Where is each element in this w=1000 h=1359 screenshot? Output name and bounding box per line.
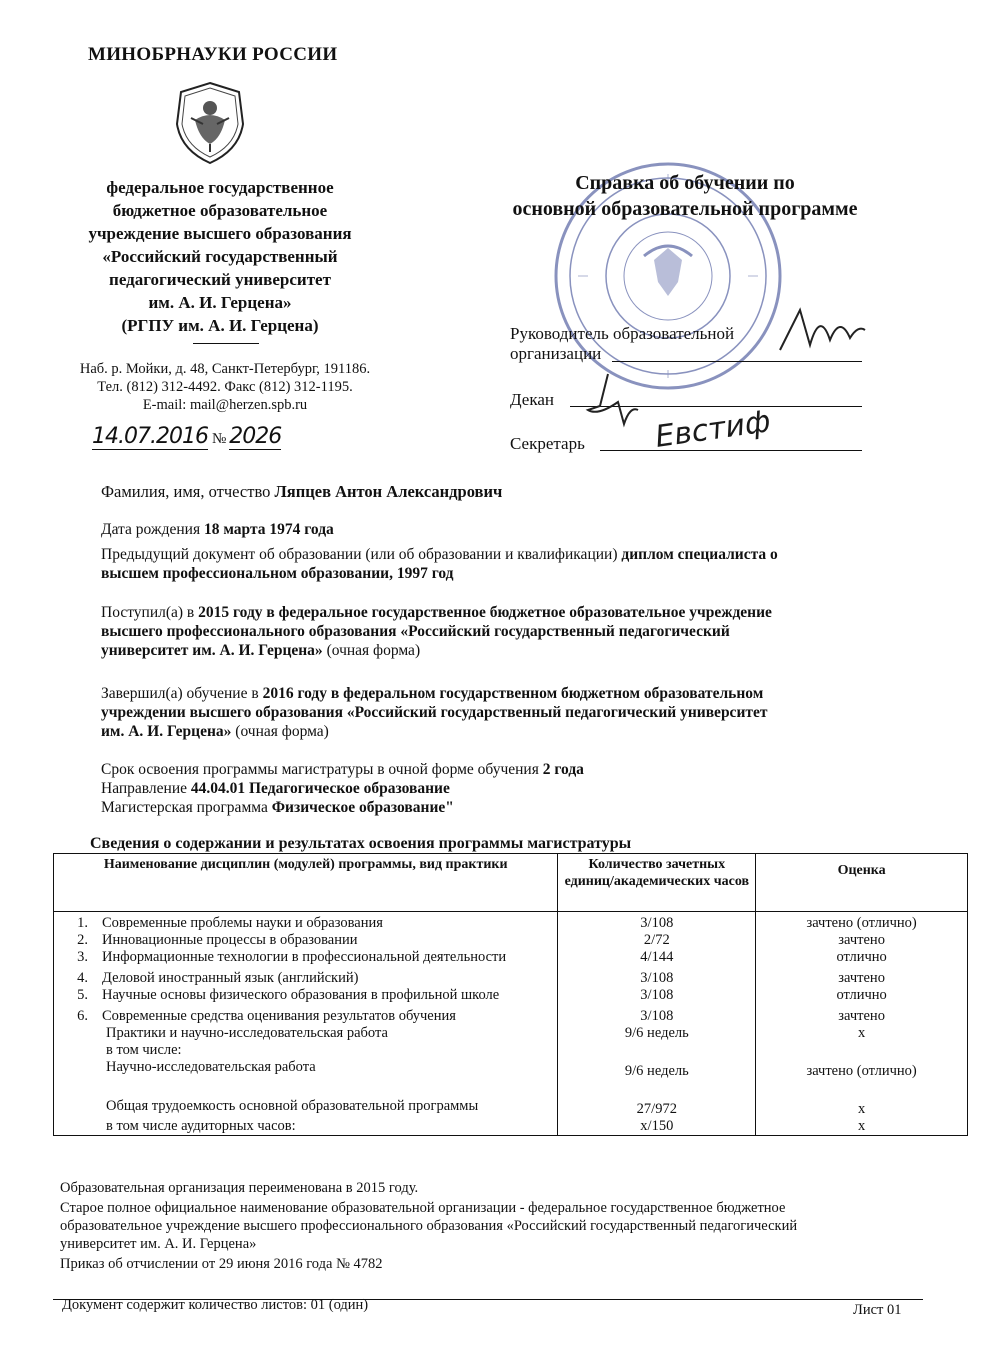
table-row <box>54 1025 968 1059</box>
table-row <box>54 912 968 933</box>
secretary-signature: Евстиф <box>653 404 773 455</box>
org-line: федеральное государственное <box>106 178 334 197</box>
notes <box>60 1179 940 1273</box>
grade-value: х <box>756 1098 968 1118</box>
org-line: им. А. И. Герцена» <box>148 293 292 312</box>
head-label-line: организации <box>510 344 602 363</box>
dean-signature-icon <box>578 366 648 436</box>
grade-value: зачтено <box>756 932 968 949</box>
grade-value: х <box>756 1118 968 1136</box>
completion-text: им. А. И. Герцена» <box>101 723 232 740</box>
research-label: Научно-исследовательская работа <box>106 1059 316 1075</box>
prev-doc-value: диплом специалиста о <box>621 546 778 563</box>
name-label: Фамилия, имя, отчество <box>101 482 271 501</box>
grades-table <box>53 853 968 1136</box>
org-line: педагогический университет <box>109 270 331 289</box>
discipline-name: Современные средства оценивания результатов обучения <box>102 1008 456 1024</box>
master-label: Магистерская программа <box>101 799 268 816</box>
org-line: бюджетное образовательное <box>112 201 328 220</box>
program-info <box>101 760 961 817</box>
row-number: 2. <box>77 932 88 948</box>
completion-label: Завершил(а) обучение в <box>101 685 259 702</box>
student-dob-line <box>101 520 961 539</box>
completion-text: учреждении высшего образования «Российский государственный педагогический университет <box>101 704 768 721</box>
secretary-label: Секретарь <box>510 434 585 453</box>
organization-name <box>40 176 400 337</box>
table-row <box>54 1098 968 1118</box>
admission-label: Поступил(а) в <box>101 604 195 621</box>
discipline-name: Деловой иностранный язык (английский) <box>102 970 359 986</box>
head-signature-icon <box>770 300 870 360</box>
credits-value: 3/108 <box>558 1004 756 1025</box>
address-line: Тел. (812) 312-4492. Факс (812) 312-1195. <box>97 379 353 395</box>
table-row <box>54 966 968 987</box>
ministry-title: МИНОБРНАУКИ РОССИИ <box>88 44 338 65</box>
issue-date-number <box>92 424 281 449</box>
note-line: университет им. А. И. Герцена» <box>60 1236 257 1252</box>
grade-value: зачтено (отлично) <box>756 1059 968 1098</box>
discipline-name: Информационные технологии в профессиональной деятельности <box>102 949 507 965</box>
table-row <box>54 1059 968 1098</box>
table-row <box>54 1004 968 1025</box>
row-number: 3. <box>77 949 88 965</box>
divider <box>193 343 259 344</box>
table-row <box>54 1118 968 1136</box>
direction-label: Направление <box>101 780 187 797</box>
table-row <box>54 949 968 966</box>
credits-value: 4/144 <box>558 949 756 966</box>
admission-form: (очная форма) <box>326 642 421 659</box>
org-line: «Российский государственный <box>102 247 338 266</box>
completion-text: 2016 году в федеральном государственном бюджетном образовательном <box>262 685 764 702</box>
head-label-line: Руководитель образовательной <box>510 324 735 343</box>
organization-address <box>40 360 410 414</box>
head-signature-line <box>612 361 862 362</box>
header-credits: Количество зачетных единиц/академических часов <box>558 854 756 912</box>
student-name: Ляпцев Антон Александрович <box>274 482 503 501</box>
student-name-line <box>101 482 502 501</box>
prev-doc-value-cont: высшем профессиональном образовании, 1997 год <box>101 565 454 582</box>
dean-label: Декан <box>510 390 554 409</box>
row-number: 1. <box>77 915 88 931</box>
document-title <box>470 170 900 222</box>
credits-value: 9/6 недель <box>558 1025 756 1059</box>
discipline-name: Инновационные процессы в образовании <box>102 932 358 948</box>
completion-form: (очная форма) <box>235 723 329 740</box>
grade-value: отлично <box>756 987 968 1004</box>
number-sign: № <box>211 431 226 447</box>
practice-label: Практики и научно-исследовательская работа <box>106 1025 388 1041</box>
dob-value: 18 марта 1974 года <box>203 521 334 538</box>
completion-info <box>101 684 961 741</box>
address-line: Наб. р. Мойки, д. 48, Санкт-Петербург, 191186. <box>79 361 371 377</box>
admission-text: университет им. А. И. Герцена» <box>101 642 323 659</box>
issue-date: 14.07.2016 <box>92 424 208 449</box>
grade-value: зачтено (отлично) <box>756 912 968 933</box>
table-row <box>54 932 968 949</box>
credits-value: 3/108 <box>558 912 756 933</box>
term-label: Срок освоения программы магистратуры в очной форме обучения <box>101 761 539 778</box>
grade-value: зачтено <box>756 966 968 987</box>
total-label: Общая трудоемкость основной образовательной программы <box>106 1098 479 1114</box>
credits-value: 3/108 <box>558 966 756 987</box>
table-caption: Сведения о содержании и результатах освоения программы магистратуры <box>90 835 632 852</box>
credits-value: 27/972 <box>558 1098 756 1118</box>
secretary-signature-line <box>600 450 862 451</box>
note-line: образовательное учреждение высшего профессионального образования «Российский государственный педагогический <box>60 1218 798 1234</box>
discipline-name: Современные проблемы науки и образования <box>102 915 383 931</box>
grade-value: зачтено <box>756 1004 968 1025</box>
discipline-name: Научные основы физического образования в профильной школе <box>102 987 500 1003</box>
row-number: 6. <box>77 1008 88 1024</box>
practice-sub-label: в том числе: <box>106 1042 182 1058</box>
credits-value: х/150 <box>558 1118 756 1136</box>
previous-document <box>101 545 961 583</box>
org-line: учреждение высшего образования <box>88 224 352 243</box>
credits-value: 3/108 <box>558 987 756 1004</box>
sheet-count: Документ содержит количество листов: 01 (один) <box>62 1297 369 1313</box>
classroom-label: в том числе аудиторных часов: <box>106 1118 296 1134</box>
note-line: Старое полное официальное наименование образовательной организации - федеральное государственное бюджетное <box>60 1200 786 1216</box>
term-value: 2 года <box>542 761 584 778</box>
master-value: Физическое образование" <box>271 799 454 816</box>
dob-label: Дата рождения <box>101 521 201 538</box>
org-line: (РГПУ им. А. И. Герцена) <box>121 316 319 335</box>
credits-value: 2/72 <box>558 932 756 949</box>
row-number: 4. <box>77 970 88 986</box>
header-discipline: Наименование дисциплин (модулей) программы, вид практики <box>54 854 558 912</box>
issue-number: 2026 <box>229 424 282 449</box>
pelican-emblem-icon <box>173 80 247 166</box>
address-line: E-mail: mail@herzen.spb.ru <box>142 397 308 413</box>
note-line: Приказ об отчислении от 29 июня 2016 года № 4782 <box>60 1256 383 1272</box>
sheet-number: Лист 01 <box>853 1302 902 1318</box>
grade-value: х <box>756 1025 968 1059</box>
row-number: 5. <box>77 987 88 1003</box>
admission-text: 2015 году в федеральное государственное бюджетное образовательное учреждение <box>198 604 772 621</box>
grade-value: отлично <box>756 949 968 966</box>
title-line: Справка об обучении по <box>575 172 795 194</box>
header-grade: Оценка <box>756 854 968 912</box>
title-line: основной образовательной программе <box>512 198 858 220</box>
prev-doc-label: Предыдущий документ об образовании (или об образовании и квалификации) <box>101 546 618 563</box>
direction-value: 44.04.01 Педагогическое образование <box>190 780 450 797</box>
admission-info <box>101 603 961 660</box>
admission-text: высшего профессионального образования «Российский государственный педагогический <box>101 623 730 640</box>
table-row <box>54 987 968 1004</box>
credits-value: 9/6 недель <box>558 1059 756 1098</box>
note-line: Образовательная организация переименована в 2015 году. <box>60 1180 419 1196</box>
head-label <box>510 324 734 364</box>
